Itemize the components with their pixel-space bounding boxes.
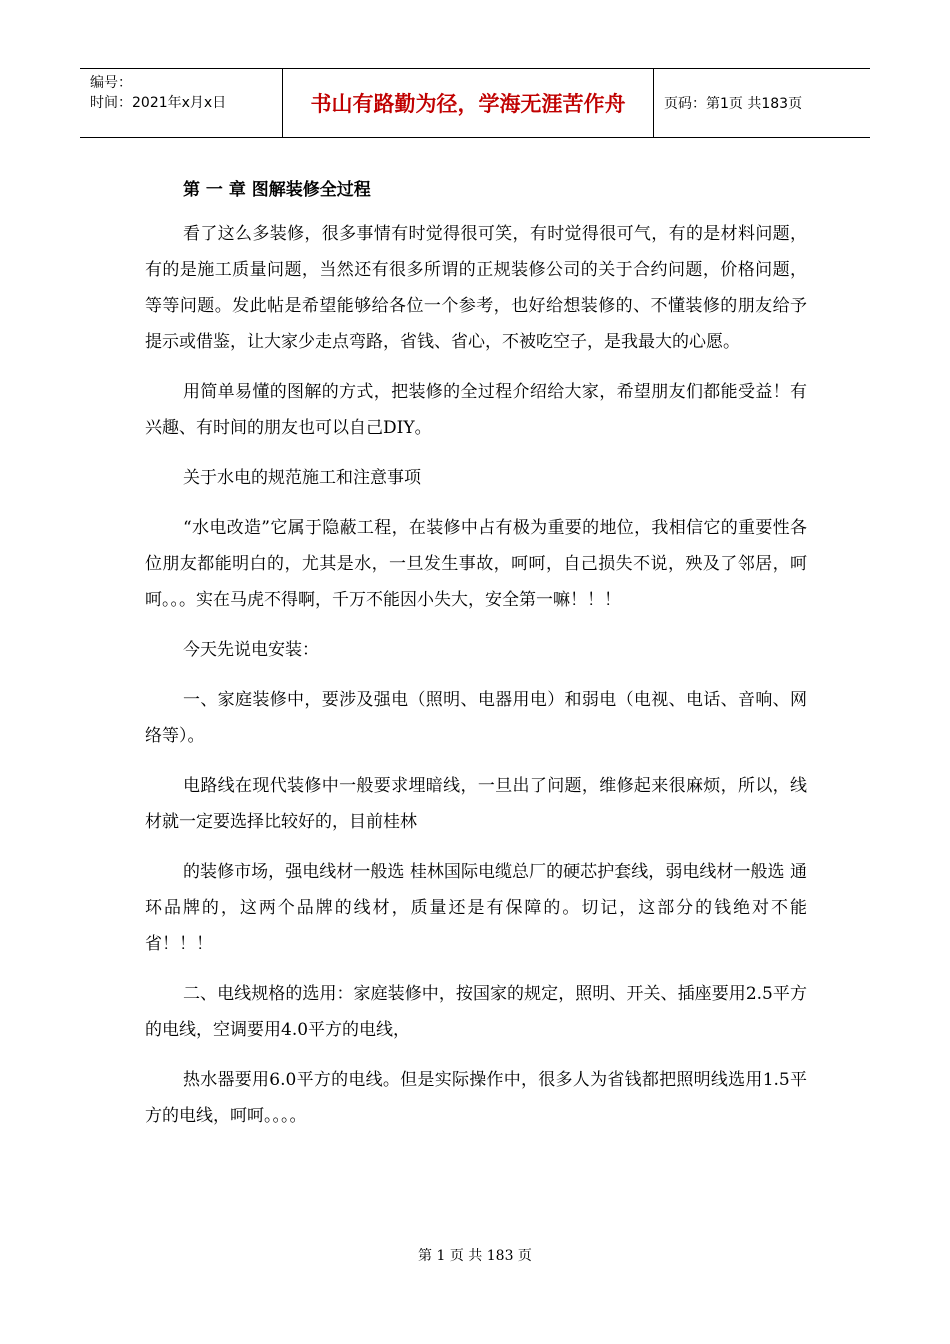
- header-page-info: 页码：第1页 共183页: [664, 96, 803, 112]
- page-header: [80, 68, 870, 138]
- paragraph: 用简单易懂的图解的方式，把装修的全过程介绍给大家，希望朋友们都能受益！有兴趣、有时间的朋友也可以自己DIY。: [145, 382, 807, 438]
- number-label: 编号：: [90, 75, 132, 91]
- paragraph: 热水器要用6.0平方的电线。但是实际操作中，很多人为省钱都把照明线选用1.5平方的电线，呵呵。。。。: [145, 1070, 807, 1126]
- header-motto: 书山有路勤为径，学海无涯苦作舟: [282, 69, 654, 137]
- time-label: 时间：2021年x月x日: [90, 95, 227, 111]
- document-body: [145, 172, 807, 1148]
- chapter-title: 第 一 章 图解装修全过程: [183, 180, 371, 200]
- header-meta: [80, 69, 282, 137]
- paragraph: 的装修市场，强电线材一般选 桂林国际电缆总厂的硬芯护套线，弱电线材一般选 通环品牌的，这两个品牌的线材，质量还是有保障的。切记，这部分的钱绝对不能省！！！: [145, 862, 807, 954]
- paragraph: 二、电线规格的选用：家庭装修中，按国家的规定，照明、开关、插座要用2.5平方的电线，空调要用4.0平方的电线，: [145, 984, 807, 1040]
- paragraph: 今天先说电安装：: [183, 640, 319, 660]
- paragraph: 一、家庭装修中，要涉及强电（照明、电器用电）和弱电（电视、电话、音响、网络等）。: [145, 690, 807, 746]
- paragraph: 看了这么多装修，很多事情有时觉得很可笑，有时觉得很可气，有的是材料问题，有的是施工质量问题，当然还有很多所谓的正规装修公司的关于合约问题，价格问题，等等问题。发此帖是希望能够给各位一个参考，也好给想装修的、不懂装修的朋友给予提示或借鉴，让大家少走点弯路，省钱、省心，不被吃空子，是我最大的心愿。: [145, 224, 807, 352]
- paragraph: “水电改造”它属于隐蔽工程，在装修中占有极为重要的地位，我相信它的重要性各位朋友都能明白的，尤其是水，一旦发生事故，呵呵，自己损失不说，殃及了邻居，呵呵。。。实在马虎不得啊，千万不能因小失大，安全第一嘛！！！: [145, 518, 807, 610]
- paragraph: 电路线在现代装修中一般要求埋暗线，一旦出了问题，维修起来很麻烦，所以，线材就一定要选择比较好的，目前桂林: [145, 776, 807, 832]
- page-footer: 第 1 页 共 183 页: [418, 1248, 532, 1264]
- paragraph: 关于水电的规范施工和注意事项: [183, 468, 421, 488]
